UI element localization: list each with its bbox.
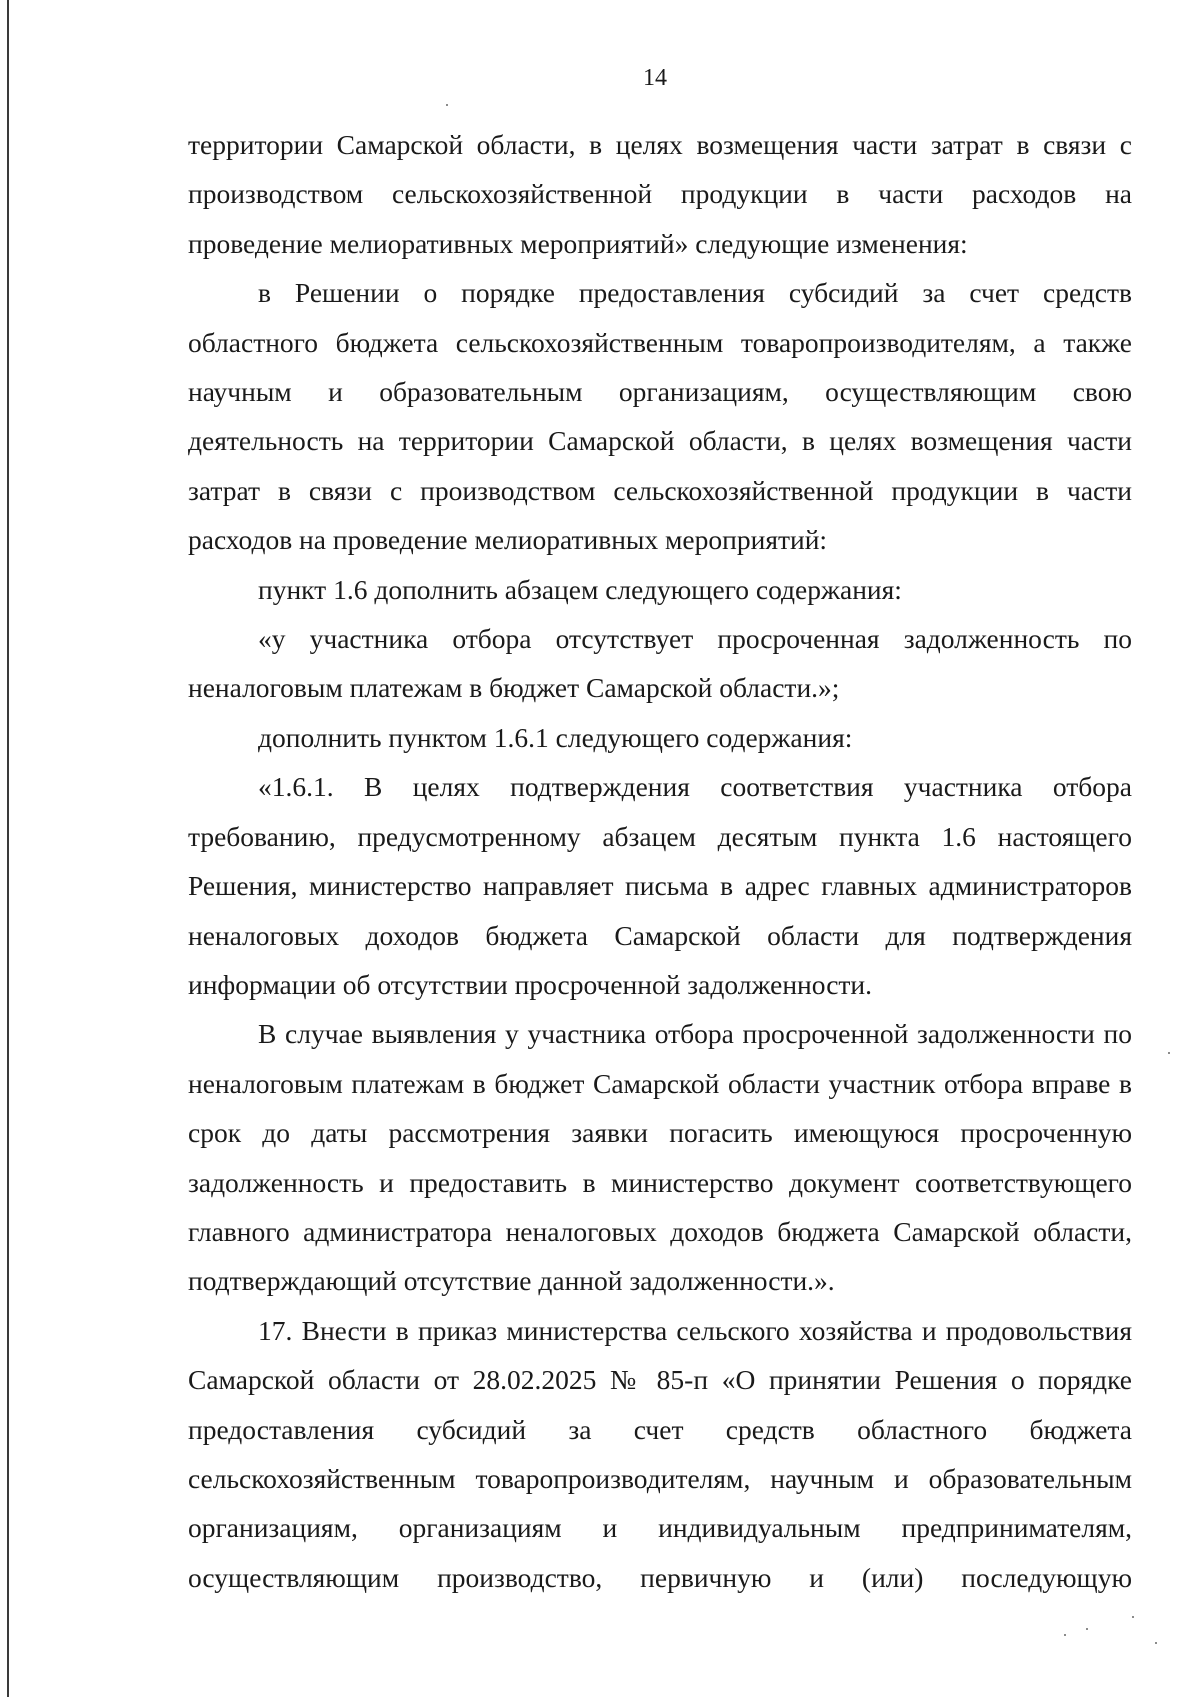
page-number: 14 [643, 65, 667, 91]
scan-speck [1155, 1642, 1157, 1644]
paragraph-item-17: 17. Внести в приказ министерства сельского хозяйства и продовольствия Самарской области от 28.02.2025 № 85-п «О принятии Решения о порядке предоставления субсидий за счет средств областного бюджета сельскохозяйственным товаропроизводителям, научным и образовательным организациям, организациям и индивидуальным предпринимателям, осуществляющим производство, первичную и (или) последующую [188, 1314, 1132, 1593]
scan-speck [446, 104, 448, 106]
scan-speck [1132, 1616, 1134, 1618]
scan-speck [1168, 1052, 1170, 1054]
paragraph-item-1-6-1: «1.6.1. В целях подтверждения соответствия участника отбора требованию, предусмотренному абзацем десятым пункта 1.6 настоящего Решения, министерство направляет письма в адрес главных администраторов неналоговых доходов бюджета Самарской области для подтверждения информации об отсутствии просроченной задолженности. [188, 771, 1132, 1000]
document-body [188, 120, 1132, 1602]
scan-speck [1086, 1628, 1088, 1630]
paragraph-decision-title: в Решении о порядке предоставления субсидий за счет средств областного бюджета сельскохозяйственным товаропроизводителям, а также научным и образовательным организациям, осуществляющим свою деятельность на территории Самарской области, в целях возмещения части затрат в связи с производством сельскохозяйственной продукции в части расходов на проведение мелиоративных мероприятий: [188, 277, 1132, 556]
paragraph-add-item-1-6-1: дополнить пунктом 1.6.1 следующего содержания: [258, 721, 853, 753]
scan-speck [1064, 1634, 1066, 1636]
paragraph-continuation: территории Самарской области, в целях возмещения части затрат в связи с производством сельскохозяйственной продукции в части расходов на проведение мелиоративных мероприятий» следующие изменения: [188, 129, 1132, 259]
paragraph-debt-case: В случае выявления у участника отбора просроченной задолженности по неналоговым платежам в бюджет Самарской области участник отбора вправе в срок до даты рассмотрения заявки погасить имеющуюся просроченную задолженность и предоставить в министерство документ соответствующего главного администратора неналоговых доходов бюджета Самарской области, подтверждающий отсутствие данной задолженности.». [188, 1018, 1132, 1297]
scan-edge-line [7, 0, 9, 1697]
paragraph-item-1-6: пункт 1.6 дополнить абзацем следующего содержания: [258, 573, 902, 605]
paragraph-quote-no-debt: «у участника отбора отсутствует просроченная задолженность по неналоговым платежам в бюджет Самарской области.»; [188, 623, 1132, 704]
